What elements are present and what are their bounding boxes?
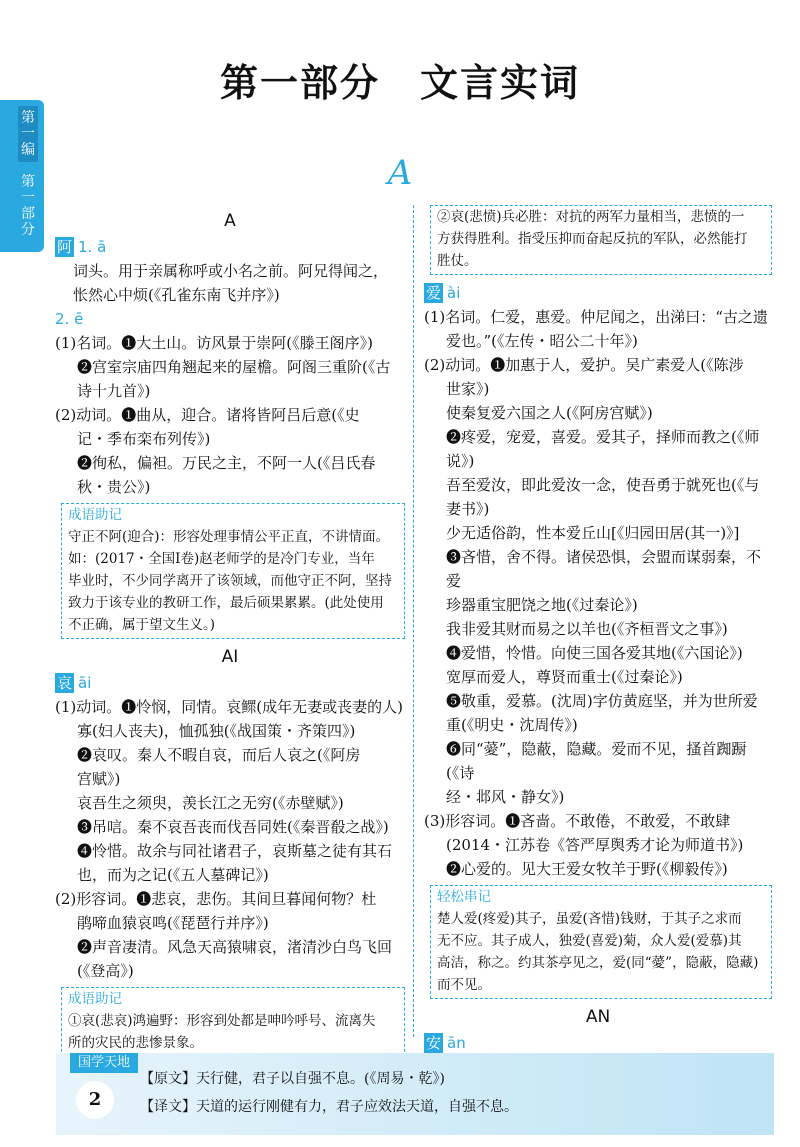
idiom-box xyxy=(61,987,405,1057)
entry-line: ❷心爱的。见大王爱女牧羊于野(《柳毅传》) xyxy=(446,860,728,878)
entry-line: 鹃啼血猿哀鸣(《琵琶行并序》) xyxy=(77,914,269,932)
entry-head-ai4 xyxy=(424,281,772,305)
entry-line: ❹怜惜。故余与同社诸君子，哀斯墓之徒有其石 xyxy=(77,842,393,860)
entry-line: ❹爱惜，怜惜。向使三国各爱其地(《六国论》) xyxy=(446,644,743,662)
entry-line: ❷声音凄清。风急天高猿啸哀，渚清沙白鸟飞回 xyxy=(77,938,393,956)
entry-line: 记・季布栾布列传》) xyxy=(77,430,211,448)
left-column xyxy=(55,205,405,1063)
entry-line: ❸吊唁。秦不哀吾丧而伐吾同姓(《秦晋殽之战》) xyxy=(77,818,389,836)
entry-line: (1)名词。❶大土山。访风景于崇阿(《滕王阁序》) xyxy=(55,334,373,352)
entry-line: ❺敬重，爱慕。(沈周)字仿黄庭坚，并为世所爱 xyxy=(446,692,758,710)
box-line: 所的灾民的悲惨景象。 xyxy=(68,1035,203,1051)
footer-translation: 【译文】天道的运行刚健有力，君子应效法天道，自强不息。 xyxy=(140,1099,518,1115)
box-title: 轻松串记 xyxy=(437,889,491,905)
idiom-box-continued xyxy=(430,205,772,275)
pinyin: ān xyxy=(447,1034,466,1052)
box-line: ②哀(悲愤)兵必胜：对抗的两军力量相当，悲愤的一 xyxy=(437,209,745,225)
entry-line: ❸吝惜，舍不得。诸侯恐惧，会盟而谋弱秦，不爱 xyxy=(446,548,762,590)
footer-tag: 国学天地 xyxy=(70,1053,138,1073)
box-line: 不正确，属于望文生义。) xyxy=(68,617,216,633)
entry-line: 哀吾生之须臾，羡长江之无穷(《赤壁赋》) xyxy=(77,794,344,812)
box-title: 成语助记 xyxy=(68,991,122,1007)
entry-line: ❷疼爱，宠爱，喜爱。爱其子，择师而教之(《师说》) xyxy=(446,428,760,470)
entry-head-an xyxy=(424,1031,772,1055)
box-line: 楚人爱(疼爱)其子，虽爱(吝惜)钱财，于其子之求而 xyxy=(437,911,742,927)
box-line: 无不应。其子成人，独爱(喜爱)菊，众人爱(爱慕)其 xyxy=(437,933,742,949)
entry-line: (1)名词。仁爱，惠爱。仲尼闻之，出涕曰：“古之遗 xyxy=(424,308,768,326)
entry-head-a xyxy=(55,235,405,259)
column-divider xyxy=(413,205,414,1037)
pinyin: 2. ē xyxy=(55,310,84,328)
entry-line: 世家》) xyxy=(446,380,490,398)
entry-line: (2)形容词。❶悲哀，悲伤。其间旦暮闻何物？杜 xyxy=(55,890,377,908)
pinyin: 1. ā xyxy=(78,238,107,256)
headword: 爱 xyxy=(426,284,442,302)
box-line: 高洁，称之。约其茶亭见之，爱(同“薆”，隐蔽，隐藏) xyxy=(437,955,759,971)
box-line: 守正不阿(迎合)：形容处理事情公平正直，不讲情面。 xyxy=(68,529,390,545)
box-line: 毕业时，不少同学离开了该领域，而他守正不阿，坚持 xyxy=(68,573,392,589)
entry-line: 我非爱其财而易之以羊也(《齐桓晋文之事》) xyxy=(446,620,728,638)
headword: 阿 xyxy=(57,238,73,256)
entry-line: 少无适俗韵，性本爱丘山[《归园田居(其一)》] xyxy=(446,524,740,542)
entry-line: ❷哀叹。秦人不暇自哀，而后人哀之(《阿房 xyxy=(77,746,361,764)
box-title: 成语助记 xyxy=(68,507,122,523)
entry-line: 重(《明史・沈周传》) xyxy=(446,716,578,734)
entry-line: 宫赋》) xyxy=(77,770,121,788)
box-line: 方获得胜利。指受压抑而奋起反抗的军队，必然能打 xyxy=(437,231,748,247)
entry-line: ❷徇私，偏袒。万民之主，不阿一人(《吕氏春 xyxy=(77,454,376,472)
entry-line: 也，而为之记(《五人墓碑记》) xyxy=(77,866,269,884)
entry-line: (2)动词。❶加惠于人，爱护。吴广素爱人(《陈涉 xyxy=(424,356,744,374)
entry-line: 妻书》) xyxy=(446,500,490,518)
section-letter: A xyxy=(387,153,413,193)
entry-line: 珍器重宝肥饶之地(《过秦论》) xyxy=(446,596,638,614)
entry-line: (2014・江苏卷《答严厚舆秀才论为师道书》) xyxy=(446,836,744,854)
footer-original-text: 【原文】天行健，君子以自强不息。(《周易・乾》) xyxy=(140,1071,445,1087)
entry-line: 吾至爱汝，即此爱汝一念，使吾勇于就死也(《与 xyxy=(446,476,760,494)
entry-line: 词头。用于亲属称呼或小名之前。阿兄得闻之， xyxy=(73,262,389,280)
box-line: 致力于该专业的教研工作，最后硕果累累。(此处使用 xyxy=(68,595,384,611)
entry-line: 秋・贵公》) xyxy=(77,478,151,496)
entry-line: 怅然心中烦(《孔雀东南飞并序》) xyxy=(73,286,280,304)
right-column xyxy=(424,205,772,1127)
page-number: 2 xyxy=(76,1081,114,1119)
headword: 安 xyxy=(426,1034,442,1052)
side-tab-volume: 第一编 xyxy=(18,106,38,162)
section-heading-an: AN xyxy=(585,1007,611,1027)
footer-panel xyxy=(56,1053,774,1135)
pinyin: āi xyxy=(78,674,92,692)
entry-line: 诗十九首》) xyxy=(77,382,151,400)
entry-line: (1)动词。❶怜悯，同情。哀鳏(成年无妻或丧妻的人) xyxy=(55,698,403,716)
entry-line: 爱也。”(《左传・昭公二十年》) xyxy=(446,332,638,350)
headword: 哀 xyxy=(57,674,73,692)
pinyin: ài xyxy=(447,284,461,302)
section-heading-a: A xyxy=(224,211,236,231)
entry-line: ❷宫室宗庙四角翘起来的屋檐。阿阁三重阶(《古 xyxy=(77,358,391,376)
entry-line: (《登高》) xyxy=(77,962,134,980)
entry-line: ❻同“薆”，隐蔽，隐藏。爱而不见，搔首踟蹰(《诗 xyxy=(446,740,747,782)
section-heading-ai: AI xyxy=(221,647,239,667)
box-line: 胜仗。 xyxy=(437,253,478,269)
box-line: ①哀(悲哀)鸿遍野：形容到处都是呻吟呼号、流离失 xyxy=(68,1013,376,1029)
entry-line: 经・邶风・静女》) xyxy=(446,788,565,806)
entry-line: (3)形容词。❶吝啬。不敢倦，不敢爱，不敢肆 xyxy=(424,812,731,830)
entry-head-ai xyxy=(55,671,405,695)
idiom-box xyxy=(61,503,405,639)
box-line: 而不见。 xyxy=(437,977,491,993)
entry-line: 寡(妇人丧夫)，恤孤独(《战国策・齐策四》) xyxy=(77,722,356,740)
page-title: 第一部分 文言实词 xyxy=(219,61,580,105)
entry-line: (2)动词。❶曲从，迎合。诸将皆阿吕后意(《史 xyxy=(55,406,360,424)
entry-line: 宽厚而爱人，尊贤而重士(《过秦论》) xyxy=(446,668,683,686)
entry-line: 使秦复爱六国之人(《阿房宫赋》) xyxy=(446,404,653,422)
memory-box xyxy=(430,885,772,999)
box-line: 如：(2017・全国Ⅰ卷)赵老师学的是冷门专业，当年 xyxy=(68,551,375,567)
side-tab-part: 第一部分 xyxy=(21,174,35,238)
